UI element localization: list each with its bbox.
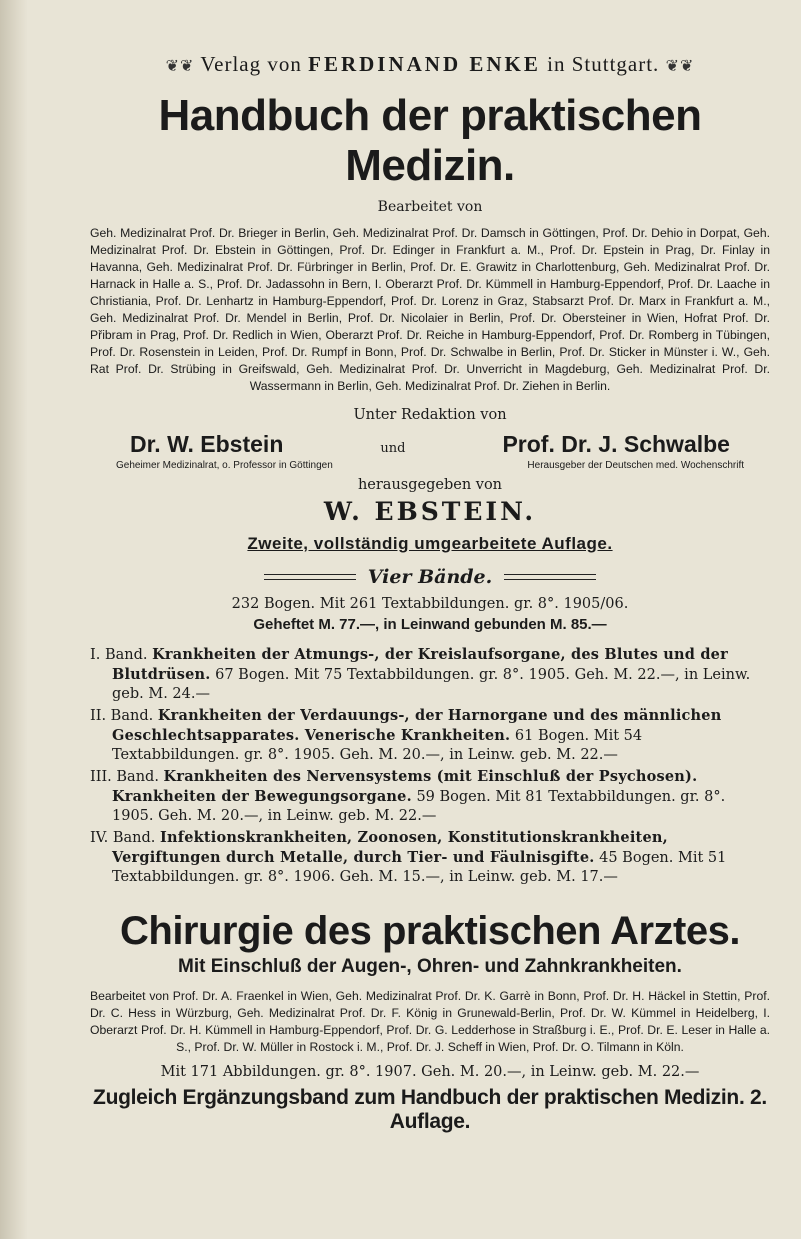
double-rule-right [504, 574, 596, 580]
editor-schwalbe-role: Herausgeber der Deutschen med. Wochenschrift [527, 460, 744, 471]
volume-label: I. Band. [90, 647, 148, 663]
editor-ebstein-role: Geheimer Medizinalrat, o. Professor in Göttingen [116, 460, 333, 471]
volume-label: II. Band. [90, 708, 154, 724]
volumes-heading [90, 566, 770, 588]
editors-und: und [380, 441, 406, 456]
volume-item [90, 767, 770, 826]
herausgegeben-line: herausgegeben von [357, 477, 503, 493]
book1-extent: 232 Bogen. Mit 261 Textabbildungen. gr. 8°. 1905/06. [231, 596, 629, 612]
redaktion-line: Unter Redaktion von [353, 407, 507, 423]
volume-label: III. Band. [90, 769, 159, 785]
book1-bearbeitet: Bearbeitet von [377, 199, 483, 215]
publisher-suffix: in Stuttgart. [547, 52, 660, 76]
volume-details: 67 Bogen. Mit 75 Textabbildungen. gr. 8°. 1905. Geh. M. 22.—, in Leinw. geb. M. 24.— [112, 667, 751, 702]
editor-roles-row [90, 460, 770, 471]
publisher-prefix: Verlag von [200, 52, 302, 76]
book1-price: Geheftet M. 77.—, in Leinwand gebunden M. 85.— [253, 616, 607, 633]
book2-supplement-note: Zugleich Ergänzungsband zum Handbuch der praktischen Medizin. 2. Auflage. [93, 1086, 767, 1133]
book-spine-shadow [0, 0, 28, 1239]
book2-subtitle: Mit Einschluß der Augen-, Ohren- und Zahnkrankheiten. [178, 956, 682, 977]
book2-authors: Bearbeitet von Prof. Dr. A. Fraenkel in Wien, Geh. Medizinalrat Prof. Dr. K. Garrè in Bonn, Prof. Dr. H. Häckel in Stettin, Prof. Dr. C. Hess in Würzburg, Geh. Medizinalrat Prof. Dr. F. König in Grunewald-Berlin, Prof. Dr. W. Kümmel in Heidelberg, I. Oberarzt Prof. Dr. H. Kümmell in Hamburg-Eppendorf, Prof. Dr. G. Ledderhose in Straßburg i. E., Prof. Dr. E. Leser in Halle a. S., Prof. Dr. W. Müller in Rostock i. M., Prof. Dr. J. Scheff in Wien, Prof. Dr. O. Tilmann in Köln. [90, 989, 770, 1054]
book2-publication-details: Mit 171 Abbildungen. gr. 8°. 1907. Geh. M. 20.—, in Leinw. geb. M. 22.— [160, 1064, 700, 1080]
volume-title: Krankheiten des Nervensystems (mit Einschluß der Psychosen). Krankheiten der Bewegungsorgane. [112, 768, 698, 805]
volume-item [90, 828, 770, 887]
volume-item [90, 706, 770, 765]
volume-details: 61 Bogen. Mit 54 Textabbildungen. gr. 8°. 1905. Geh. M. 20.—, in Leinw. geb. M. 22.— [112, 728, 643, 763]
book1-authors: Geh. Medizinalrat Prof. Dr. Brieger in Berlin, Geh. Medizinalrat Prof. Dr. Damsch in Göttingen, Prof. Dr. Dehio in Dorpat, Geh. Medizinalrat Prof. Dr. Ebstein in Göttingen, Prof. Dr. Edinger in Frankfurt a. M., Prof. Dr. Epstein in Prag, Dr. Finlay in Havanna, Geh. Medizinalrat Prof. Dr. Fürbringer in Berlin, Prof. Dr. E. Grawitz in Charlottenburg, Geh. Medizinalrat Prof. Dr. Harnack in Halle a. S., Prof. Dr. Jadassohn in Bern, I. Oberarzt Prof. Dr. Kümmell in Hamburg-Eppendorf, Prof. Dr. Laache in Christiania, Prof. Dr. Lenhartz in Hamburg-Eppendorf, Prof. Dr. Lorenz in Graz, Stabsarzt Prof. Dr. Marx in Frankfurt a. M., Geh. Medizinalrat Prof. Dr. Mendel in Berlin, Prof. Dr. Nicolaier in Berlin, Prof. Dr. Obersteiner in Wien, Hofrat Prof. Dr. Přibram in Prag, Prof. Dr. Redlich in Wien, Oberarzt Prof. Dr. Reiche in Hamburg-Eppendorf, Prof. Dr. Romberg in Tübingen, Prof. Dr. Rosenstein in Leiden, Prof. Dr. Rumpf in Bonn, Prof. Dr. Schwalbe in Berlin, Prof. Dr. Sticker in Münster i. W., Geh. Rat Prof. Dr. Strübing in Greifswald, Geh. Medizinalrat Prof. Dr. Unverricht in Magdeburg, Geh. Medizinalrat Prof. Dr. Wassermann in Berlin, Geh. Medizinalrat Prof. Dr. Ziehen in Berlin. [90, 226, 770, 393]
herausgeber-name: W. EBSTEIN. [323, 497, 537, 526]
volume-item [90, 645, 770, 704]
volume-title: Infektionskrankheiten, Zoonosen, Konstitutionskrankheiten, Vergiftungen durch Metalle, durch Tier- und Fäulnisgifte. [112, 829, 668, 866]
editors-row [90, 431, 770, 458]
edition-line: Zweite, vollständig umgearbeitete Auflage. [247, 534, 613, 553]
volume-list [90, 645, 770, 887]
double-rule-left [264, 574, 356, 580]
book2-title: Chirurgie des praktischen Arztes. [120, 909, 740, 953]
editor-schwalbe: Prof. Dr. J. Schwalbe [502, 431, 730, 457]
ornament-left-icon: ❦❦ [165, 58, 195, 75]
volume-label: IV. Band. [90, 830, 156, 846]
book1-title: Handbuch der praktischen Medizin. [158, 91, 702, 190]
editor-ebstein: Dr. W. Ebstein [130, 431, 284, 457]
publisher-line [90, 52, 770, 77]
volumes-count-label: Vier Bände. [367, 566, 493, 588]
ornament-right-icon: ❦❦ [665, 58, 695, 75]
volume-title: Krankheiten der Verdauungs-, der Harnorgane und des männlichen Geschlechtsapparates. Venerische Krankheiten. [112, 707, 722, 744]
volume-details: 59 Bogen. Mit 81 Textabbildungen. gr. 8°. 1905. Geh. M. 20.—, in Leinw. geb. M. 22.— [112, 789, 726, 824]
volume-details: 45 Bogen. Mit 51 Textabbildungen. gr. 8°. 1906. Geh. M. 15.—, in Leinw. geb. M. 17.— [112, 850, 727, 885]
publisher-name: FERDINAND ENKE [308, 52, 541, 76]
advertisement-page [90, 52, 770, 1134]
volume-title: Krankheiten der Atmungs-, der Kreislaufsorgane, des Blutes und der Blutdrüsen. [112, 646, 728, 683]
